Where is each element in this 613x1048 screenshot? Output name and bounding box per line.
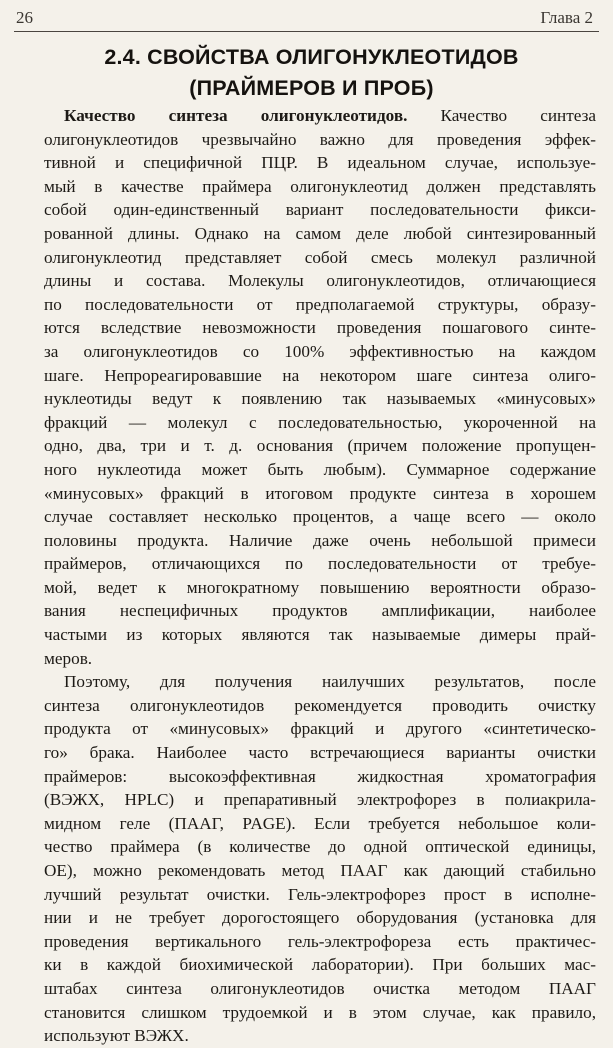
text-line: праймеров: высокоэффективная жидкостная хроматография bbox=[44, 766, 596, 786]
text-line: рованной длины. Однако на самом деле любой синтезированный bbox=[44, 223, 596, 243]
body-text bbox=[44, 104, 596, 1048]
text-line: меров. bbox=[44, 648, 93, 668]
text-line: шаге. Непрореагировавшие на некотором шаге синтеза олиго- bbox=[44, 365, 596, 385]
text-line: половины продукта. Наличие даже очень небольшой примеси bbox=[44, 530, 596, 550]
section-title-line-1: 2.4. СВОЙСТВА ОЛИГОНУКЛЕОТИДОВ bbox=[104, 45, 519, 69]
text-line: используют ВЭЖХ. bbox=[44, 1026, 189, 1046]
text-line: Поэтому, для получения наилучших результатов, после bbox=[64, 672, 596, 692]
text-line: собой один-единственный вариант последовательности фикси- bbox=[44, 200, 596, 220]
text-line: тивной и специфичной ПЦР. В идеальном случае, используе- bbox=[44, 153, 596, 173]
text-line: проведения вертикального гель-электрофореза есть практичес- bbox=[44, 931, 596, 951]
text-line: по последовательности от предполагаемой структуры, образу- bbox=[44, 294, 596, 314]
text-line: частыми из которых являются так называемые димеры прай- bbox=[44, 625, 596, 645]
text-line: нуклеотиды ведут к появлению так называемых «минусовых» bbox=[44, 389, 596, 409]
section-title bbox=[40, 42, 583, 104]
text-line: длины и состава. Молекулы олигонуклеотидов, отличающиеся bbox=[44, 271, 596, 291]
text-line: мидном геле (ПААГ, PAGE). Если требуется небольшое коли- bbox=[44, 813, 596, 833]
run-in-heading: Качество синтеза олигонуклеотидов. bbox=[64, 106, 408, 125]
running-header bbox=[16, 6, 593, 28]
text-line: чество праймера (в количестве до одной оптической единицы, bbox=[44, 837, 596, 857]
text-fragment: Качество синтеза bbox=[407, 106, 596, 125]
text-line: мой, ведет к многократному повышению вероятности образо- bbox=[44, 577, 596, 597]
text-line: ются вследствие невозможности проведения пошагового синте- bbox=[44, 318, 596, 338]
text-line: ки в каждой биохимической лаборатории). При больших мас- bbox=[44, 955, 596, 975]
text-line: вания неспецифичных продуктов амплификации, наиболее bbox=[44, 601, 596, 621]
text-line: фракций — молекул с последовательностью, укороченной на bbox=[44, 412, 596, 432]
text-line: олигонуклеотид представляет собой смесь молекул различной bbox=[44, 247, 596, 267]
text-line: ного нуклеотида может быть любым). Суммарное содержание bbox=[44, 459, 596, 479]
text-line: за олигонуклеотидов со 100% эффективностью на каждом bbox=[44, 341, 596, 361]
page-number: 26 bbox=[16, 8, 33, 27]
text-line bbox=[44, 104, 596, 128]
text-line: синтеза олигонуклеотидов рекомендуется проводить очистку bbox=[44, 695, 596, 715]
text-line: праймеров, отличающихся по последовательности от требуе- bbox=[44, 554, 596, 574]
text-line: лучший результат очистки. Гель-электрофорез прост в исполне- bbox=[44, 884, 596, 904]
text-line: го» брака. Наиболее часто встречающиеся варианты очистки bbox=[44, 743, 596, 763]
text-line: штабах синтеза олигонуклеотидов очистка методом ПААГ bbox=[44, 978, 596, 998]
text-line: «минусовых» фракций в итоговом продукте синтеза в хорошем bbox=[44, 483, 596, 503]
chapter-label: Глава 2 bbox=[540, 8, 593, 27]
section-title-line-2: (ПРАЙМЕРОВ И ПРОБ) bbox=[189, 76, 434, 100]
text-line: нии и не требует дорогостоящего оборудования (установка для bbox=[44, 908, 596, 928]
text-line: (ВЭЖХ, HPLC) и препаративный электрофорез в полиакрила- bbox=[44, 790, 596, 810]
text-line: становится слишком трудоемкой и в этом случае, как правило, bbox=[44, 1002, 596, 1022]
text-line: олигонуклеотидов чрезвычайно важно для проведения эффек- bbox=[44, 129, 596, 149]
text-line: одно, два, три и т. д. основания (причем положение пропущен- bbox=[44, 436, 596, 456]
text-line: случае составляет несколько процентов, а чаще всего — около bbox=[44, 507, 596, 527]
text-line: мый в качестве праймера олигонуклеотид должен представлять bbox=[44, 176, 596, 196]
text-line: продукта от «минусовых» фракций и другого «синтетическо- bbox=[44, 719, 596, 739]
header-divider bbox=[14, 31, 599, 32]
text-line: ОЕ), можно рекомендовать метод ПААГ как дающий стабильно bbox=[44, 861, 596, 880]
